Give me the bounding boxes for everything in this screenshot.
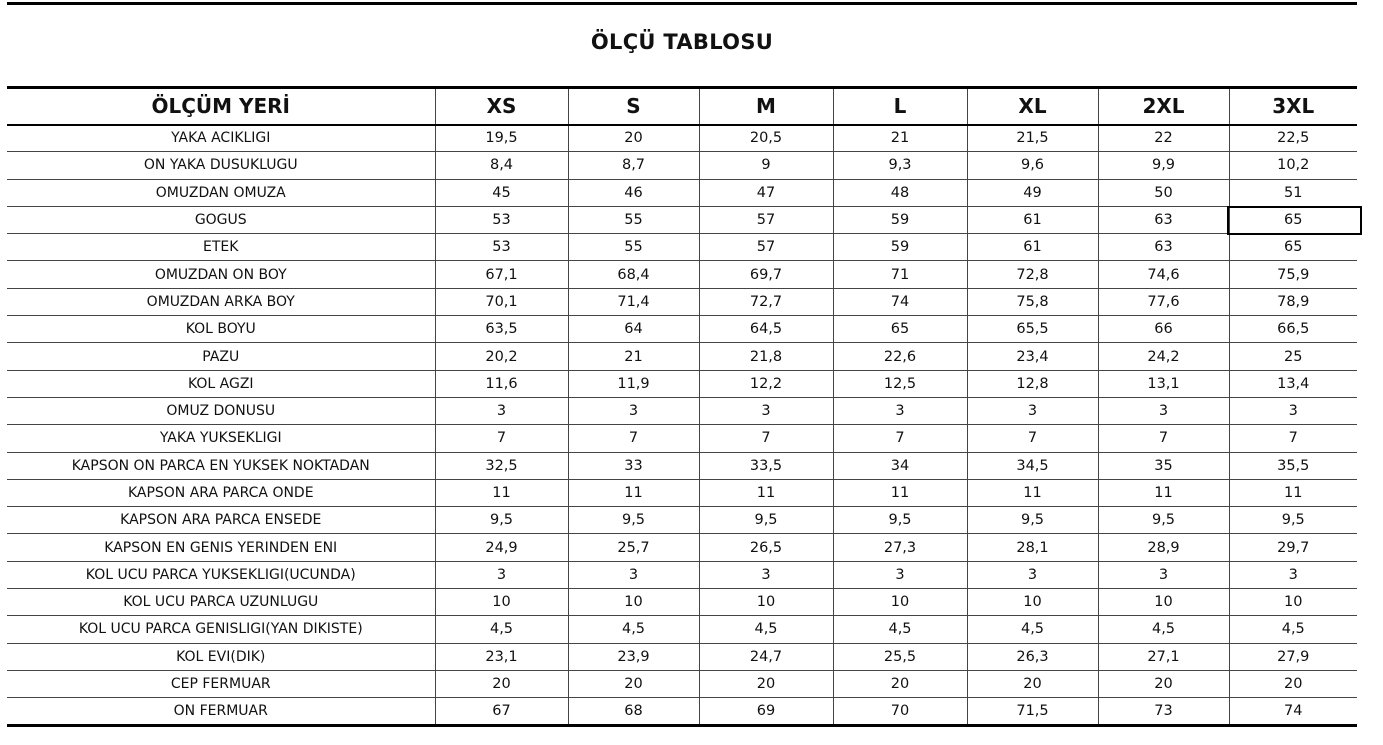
top-border — [7, 2, 1357, 5]
measurement-value-cell: 48 — [833, 179, 967, 206]
measurement-value-cell: 32,5 — [435, 452, 568, 479]
table-row — [7, 534, 1357, 561]
measurement-value-cell: 9,6 — [967, 152, 1098, 179]
measurement-value-cell: 9,5 — [1229, 507, 1357, 534]
table-row — [7, 152, 1357, 179]
measurement-value-cell: 7 — [568, 425, 699, 452]
measurement-value-cell: 27,1 — [1098, 643, 1229, 670]
measurement-value-cell: 66,5 — [1229, 316, 1357, 343]
measurement-value-cell: 66 — [1098, 316, 1229, 343]
measurement-value-cell: 69 — [699, 698, 833, 725]
measurement-label: KOL EVI(DIK) — [7, 643, 435, 670]
measurement-value-cell: 9,5 — [967, 507, 1098, 534]
measurement-value-cell: 21,8 — [699, 343, 833, 370]
measurement-value-cell: 3 — [967, 397, 1098, 424]
measurement-value-cell: 7 — [435, 425, 568, 452]
measurement-value-cell: 20 — [699, 670, 833, 697]
measurement-value-cell: 24,7 — [699, 643, 833, 670]
measurement-value-cell: 53 — [435, 206, 568, 233]
measurement-value-cell: 3 — [967, 561, 1098, 588]
measurement-value-cell: 3 — [833, 561, 967, 588]
measurement-label: PAZU — [7, 343, 435, 370]
measurement-value-cell: 9 — [699, 152, 833, 179]
column-header-size: 3XL — [1229, 88, 1357, 125]
measurement-value-cell: 68 — [568, 698, 699, 725]
page-title: ÖLÇÜ TABLOSU — [590, 30, 774, 54]
measurement-value-cell: 20 — [1098, 670, 1229, 697]
header-row — [7, 88, 1357, 125]
measurement-label: KAPSON ARA PARCA ONDE — [7, 479, 435, 506]
measurement-value-cell: 22,5 — [1229, 125, 1357, 152]
measurement-value-cell: 57 — [699, 234, 833, 261]
measurement-value-cell: 63,5 — [435, 316, 568, 343]
measurement-value-cell: 27,9 — [1229, 643, 1357, 670]
column-header-size: M — [699, 88, 833, 125]
measurement-value-cell: 10 — [699, 589, 833, 616]
measurement-value-cell: 75,9 — [1229, 261, 1357, 288]
table-row — [7, 370, 1357, 397]
measurement-value-cell: 74,6 — [1098, 261, 1229, 288]
table-row — [7, 261, 1357, 288]
measurement-value-cell: 9,5 — [699, 507, 833, 534]
measurement-value-cell: 4,5 — [833, 616, 967, 643]
table-row — [7, 343, 1357, 370]
measurement-value-cell: 3 — [699, 561, 833, 588]
measurement-value-cell: 45 — [435, 179, 568, 206]
measurement-label: KOL UCU PARCA YUKSEKLIGI(UCUNDA) — [7, 561, 435, 588]
measurement-value-cell: 74 — [833, 288, 967, 315]
measurement-value-cell: 65 — [1229, 206, 1357, 233]
measurement-value-cell: 64,5 — [699, 316, 833, 343]
measurement-value-cell: 20 — [833, 670, 967, 697]
table-row — [7, 507, 1357, 534]
measurement-value-cell: 11 — [699, 479, 833, 506]
table-row — [7, 125, 1357, 152]
measurement-value-cell: 29,7 — [1229, 534, 1357, 561]
measurement-value-cell: 3 — [435, 397, 568, 424]
measurement-value-cell: 9,3 — [833, 152, 967, 179]
measurement-value-cell: 49 — [967, 179, 1098, 206]
measurement-value-cell: 3 — [435, 561, 568, 588]
measurement-value-cell: 33 — [568, 452, 699, 479]
measurement-value-cell: 3 — [1229, 397, 1357, 424]
measurement-value-cell: 21 — [833, 125, 967, 152]
measurement-value-cell: 19,5 — [435, 125, 568, 152]
size-table — [7, 86, 1357, 727]
measurement-value-cell: 78,9 — [1229, 288, 1357, 315]
measurement-value-cell: 3 — [1229, 561, 1357, 588]
measurement-label: GOGUS — [7, 206, 435, 233]
size-chart-sheet — [7, 0, 1357, 735]
measurement-value-cell: 10 — [568, 589, 699, 616]
measurement-value-cell: 65,5 — [967, 316, 1098, 343]
measurement-value-cell: 9,5 — [1098, 507, 1229, 534]
measurement-label: CEP FERMUAR — [7, 670, 435, 697]
measurement-value-cell: 7 — [1229, 425, 1357, 452]
measurement-value-cell: 61 — [967, 206, 1098, 233]
measurement-value-cell: 3 — [1098, 561, 1229, 588]
measurement-value-cell: 75,8 — [967, 288, 1098, 315]
measurement-value-cell: 25,7 — [568, 534, 699, 561]
table-row — [7, 316, 1357, 343]
measurement-label: ON FERMUAR — [7, 698, 435, 725]
column-header-measurement: ÖLÇÜM YERİ — [7, 88, 435, 125]
measurement-value-cell: 4,5 — [435, 616, 568, 643]
measurement-value-cell: 23,4 — [967, 343, 1098, 370]
table-row — [7, 288, 1357, 315]
measurement-value-cell: 33,5 — [699, 452, 833, 479]
measurement-value-cell: 73 — [1098, 698, 1229, 725]
measurement-value-cell: 20 — [568, 125, 699, 152]
table-row — [7, 561, 1357, 588]
measurement-value-cell: 10 — [1229, 589, 1357, 616]
measurement-label: ON YAKA DUSUKLUGU — [7, 152, 435, 179]
measurement-value-cell: 35,5 — [1229, 452, 1357, 479]
measurement-value-cell: 46 — [568, 179, 699, 206]
measurement-value-cell: 20 — [435, 670, 568, 697]
measurement-value-cell: 59 — [833, 206, 967, 233]
measurement-value-cell: 10,2 — [1229, 152, 1357, 179]
measurement-value-cell: 72,7 — [699, 288, 833, 315]
measurement-value-cell: 3 — [568, 561, 699, 588]
measurement-value-cell: 63 — [1098, 234, 1229, 261]
measurement-value-cell: 51 — [1229, 179, 1357, 206]
measurement-value-cell: 67,1 — [435, 261, 568, 288]
column-header-size: 2XL — [1098, 88, 1229, 125]
measurement-value-cell: 59 — [833, 234, 967, 261]
measurement-value-cell: 11 — [967, 479, 1098, 506]
measurement-value-cell: 70,1 — [435, 288, 568, 315]
measurement-label: YAKA YUKSEKLIGI — [7, 425, 435, 452]
measurement-label: KOL UCU PARCA GENISLIGI(YAN DIKISTE) — [7, 616, 435, 643]
measurement-value-cell: 77,6 — [1098, 288, 1229, 315]
measurement-value-cell: 71 — [833, 261, 967, 288]
measurement-value-cell: 24,2 — [1098, 343, 1229, 370]
table-row — [7, 206, 1357, 233]
measurement-value-cell: 24,9 — [435, 534, 568, 561]
measurement-label: ETEK — [7, 234, 435, 261]
measurement-value-cell: 57 — [699, 206, 833, 233]
measurement-label: KAPSON EN GENIS YERINDEN ENI — [7, 534, 435, 561]
measurement-value-cell: 71,4 — [568, 288, 699, 315]
measurement-value-cell: 11 — [568, 479, 699, 506]
measurement-value-cell: 71,5 — [967, 698, 1098, 725]
table-row — [7, 452, 1357, 479]
measurement-value-cell: 7 — [967, 425, 1098, 452]
measurement-value-cell: 20 — [967, 670, 1098, 697]
measurement-value-cell: 53 — [435, 234, 568, 261]
measurement-value-cell: 4,5 — [568, 616, 699, 643]
column-header-size: S — [568, 88, 699, 125]
column-header-size: XS — [435, 88, 568, 125]
measurement-value-cell: 22,6 — [833, 343, 967, 370]
measurement-value-cell: 9,5 — [568, 507, 699, 534]
table-row — [7, 234, 1357, 261]
column-header-size: XL — [967, 88, 1098, 125]
measurement-value-cell: 63 — [1098, 206, 1229, 233]
measurement-value-cell: 10 — [435, 589, 568, 616]
measurement-value-cell: 21 — [568, 343, 699, 370]
measurement-value-cell: 22 — [1098, 125, 1229, 152]
measurement-value-cell: 3 — [833, 397, 967, 424]
measurement-value-cell: 68,4 — [568, 261, 699, 288]
measurement-value-cell: 8,7 — [568, 152, 699, 179]
measurement-value-cell: 10 — [967, 589, 1098, 616]
measurement-value-cell: 21,5 — [967, 125, 1098, 152]
measurement-value-cell: 11,6 — [435, 370, 568, 397]
table-row — [7, 616, 1357, 643]
measurement-value-cell: 3 — [1098, 397, 1229, 424]
measurement-value-cell: 72,8 — [967, 261, 1098, 288]
measurement-value-cell: 55 — [568, 234, 699, 261]
measurement-value-cell: 20 — [568, 670, 699, 697]
measurement-value-cell: 20 — [1229, 670, 1357, 697]
measurement-value-cell: 67 — [435, 698, 568, 725]
measurement-value-cell: 9,9 — [1098, 152, 1229, 179]
measurement-value-cell: 12,2 — [699, 370, 833, 397]
measurement-value-cell: 34 — [833, 452, 967, 479]
measurement-label: KOL AGZI — [7, 370, 435, 397]
measurement-value-cell: 26,3 — [967, 643, 1098, 670]
measurement-value-cell: 47 — [699, 179, 833, 206]
measurement-label: OMUZ DONUSU — [7, 397, 435, 424]
measurement-value-cell: 55 — [568, 206, 699, 233]
measurement-label: OMUZDAN ON BOY — [7, 261, 435, 288]
measurement-value-cell: 13,4 — [1229, 370, 1357, 397]
measurement-value-cell: 11,9 — [568, 370, 699, 397]
column-header-size: L — [833, 88, 967, 125]
measurement-value-cell: 8,4 — [435, 152, 568, 179]
table-row — [7, 425, 1357, 452]
measurement-value-cell: 7 — [699, 425, 833, 452]
measurement-value-cell: 11 — [1098, 479, 1229, 506]
measurement-value-cell: 4,5 — [1229, 616, 1357, 643]
measurement-value-cell: 26,5 — [699, 534, 833, 561]
measurement-value-cell: 10 — [833, 589, 967, 616]
table-row — [7, 643, 1357, 670]
measurement-value-cell: 7 — [1098, 425, 1229, 452]
measurement-value-cell: 7 — [833, 425, 967, 452]
measurement-value-cell: 34,5 — [967, 452, 1098, 479]
measurement-value-cell: 11 — [435, 479, 568, 506]
measurement-value-cell: 69,7 — [699, 261, 833, 288]
table-row — [7, 397, 1357, 424]
measurement-value-cell: 27,3 — [833, 534, 967, 561]
measurement-value-cell: 65 — [833, 316, 967, 343]
measurement-value-cell: 25,5 — [833, 643, 967, 670]
measurement-value-cell: 35 — [1098, 452, 1229, 479]
measurement-value-cell: 70 — [833, 698, 967, 725]
table-row — [7, 698, 1357, 725]
table-body — [7, 125, 1357, 726]
measurement-value-cell: 10 — [1098, 589, 1229, 616]
measurement-value-cell: 64 — [568, 316, 699, 343]
measurement-value-cell: 74 — [1229, 698, 1357, 725]
measurement-label: KAPSON ARA PARCA ENSEDE — [7, 507, 435, 534]
measurement-value-cell: 4,5 — [1098, 616, 1229, 643]
measurement-label: OMUZDAN ARKA BOY — [7, 288, 435, 315]
measurement-label: KOL UCU PARCA UZUNLUGU — [7, 589, 435, 616]
measurement-value-cell: 20,2 — [435, 343, 568, 370]
table-row — [7, 179, 1357, 206]
measurement-value-cell: 65 — [1229, 234, 1357, 261]
measurement-label: YAKA ACIKLIGI — [7, 125, 435, 152]
measurement-value-cell: 13,1 — [1098, 370, 1229, 397]
measurement-value-cell: 4,5 — [699, 616, 833, 643]
measurement-value-cell: 28,9 — [1098, 534, 1229, 561]
measurement-value-cell: 11 — [1229, 479, 1357, 506]
measurement-value-cell: 3 — [699, 397, 833, 424]
measurement-value-cell: 9,5 — [833, 507, 967, 534]
table-row — [7, 589, 1357, 616]
table-row — [7, 670, 1357, 697]
measurement-value-cell: 4,5 — [967, 616, 1098, 643]
measurement-value-cell: 20,5 — [699, 125, 833, 152]
table-row — [7, 479, 1357, 506]
measurement-value-cell: 23,1 — [435, 643, 568, 670]
measurement-value-cell: 28,1 — [967, 534, 1098, 561]
measurement-value-cell: 12,5 — [833, 370, 967, 397]
measurement-value-cell: 12,8 — [967, 370, 1098, 397]
measurement-value-cell: 50 — [1098, 179, 1229, 206]
measurement-value-cell: 61 — [967, 234, 1098, 261]
measurement-label: OMUZDAN OMUZA — [7, 179, 435, 206]
measurement-value-cell: 25 — [1229, 343, 1357, 370]
measurement-label: KAPSON ON PARCA EN YUKSEK NOKTADAN — [7, 452, 435, 479]
measurement-value-cell: 9,5 — [435, 507, 568, 534]
measurement-value-cell: 11 — [833, 479, 967, 506]
measurement-value-cell: 23,9 — [568, 643, 699, 670]
measurement-value-cell: 3 — [568, 397, 699, 424]
measurement-label: KOL BOYU — [7, 316, 435, 343]
